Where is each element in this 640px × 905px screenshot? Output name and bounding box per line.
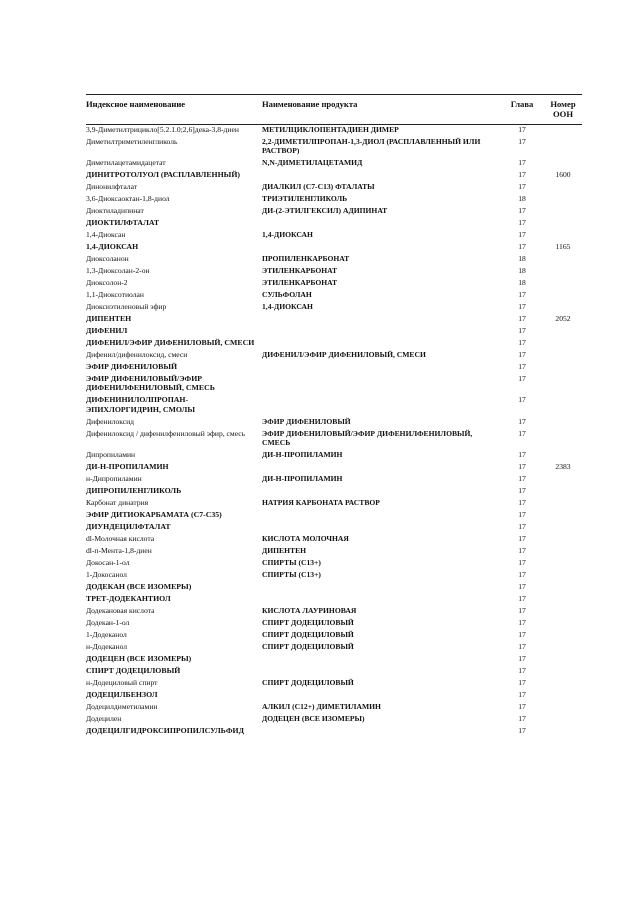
table-row — [86, 229, 582, 241]
cell-index-name: 1,4-ДИОКСАН — [86, 242, 139, 252]
cell-un-number — [544, 277, 582, 289]
cell-product-name: СПИРТЫ (С13+) — [262, 569, 321, 579]
table-row — [86, 193, 582, 205]
cell-product-name: КИСЛОТА МОЛОЧНАЯ — [262, 533, 349, 543]
cell-un-number — [544, 605, 582, 617]
table-row — [86, 241, 582, 253]
table-row — [86, 428, 582, 449]
cell-product-name: 2,2-ДИМЕТИЛПРОПАН-1,3-ДИОЛ (РАСПЛАВЛЕННЫЙ ИЛИ РАСТВОР) — [262, 137, 481, 156]
cell-index-name: dl-Молочная кислота — [86, 533, 155, 543]
table-row — [86, 605, 582, 617]
table-row — [86, 361, 582, 373]
cell-product-name — [262, 394, 500, 415]
cell-chapter: 17 — [518, 665, 526, 675]
cell-index-name: н-Дипропиламин — [86, 473, 142, 483]
cell-un-number — [544, 449, 582, 461]
cell-index-name: СПИРТ ДОДЕЦИЛОВЫЙ — [86, 665, 181, 675]
cell-chapter: 17 — [518, 473, 526, 483]
cell-index-name: Диоктиладипинат — [86, 206, 144, 216]
cell-chapter: 17 — [518, 581, 526, 591]
cell-product-name: ЭФИР ДИФЕНИЛОВЫЙ — [262, 416, 351, 426]
cell-un-number — [544, 713, 582, 725]
cell-index-name: Диметилацетамидацетат — [86, 158, 166, 168]
cell-index-name: 1,3-Диоксолан-2-он — [86, 266, 150, 276]
cell-product-name: ТРИЭТИЛЕНГЛИКОЛЬ — [262, 194, 348, 204]
cell-un-number — [544, 629, 582, 641]
cell-product-name — [262, 593, 500, 605]
cell-index-name: ТРЕТ-ДОДЕКАНТИОЛ — [86, 593, 171, 603]
cell-product-name — [262, 337, 500, 349]
cell-index-name: 1,4-Диоксан — [86, 230, 126, 240]
cell-chapter: 17 — [518, 170, 526, 180]
cell-un-number — [544, 557, 582, 569]
cell-un-number — [544, 545, 582, 557]
cell-product-name: ДИ-Н-ПРОПИЛАМИН — [262, 473, 343, 483]
cell-index-name: ЭФИР ДИФЕНИЛОВЫЙ — [86, 362, 178, 372]
cell-index-name: Динонилфталат — [86, 182, 138, 192]
cell-chapter: 17 — [518, 521, 526, 531]
cell-index-name: 1-Докосанол — [86, 569, 127, 579]
table-row — [86, 593, 582, 605]
cell-chapter: 17 — [518, 617, 526, 627]
cell-chapter: 17 — [518, 137, 526, 146]
cell-chapter: 17 — [518, 206, 526, 216]
cell-index-name: Додекановая кислота — [86, 605, 155, 615]
table-row — [86, 169, 582, 181]
cell-chapter: 17 — [518, 653, 526, 663]
cell-index-name: Додецилдиметиламин — [86, 701, 158, 711]
cell-product-name: МЕТИЛЦИКЛОПЕНТАДИЕН ДИМЕР — [262, 125, 399, 134]
cell-un-number — [544, 473, 582, 485]
cell-index-name: ДИПРОПИЛЕНГЛИКОЛЬ — [86, 485, 182, 495]
cell-chapter: 17 — [518, 593, 526, 603]
cell-un-number — [544, 337, 582, 349]
cell-chapter: 17 — [518, 557, 526, 567]
cell-index-name: ДИФЕНИНИЛОЛПРОПАН-ЭПИХЛОРГИДРИН, СМОЛЫ — [86, 395, 195, 414]
table-row — [86, 725, 582, 737]
cell-index-name: н-Додеканол — [86, 641, 128, 651]
cell-chapter: 17 — [518, 689, 526, 699]
cell-un-number — [544, 157, 582, 169]
cell-un-number: 2383 — [555, 461, 571, 471]
table-row — [86, 217, 582, 229]
cell-un-number — [544, 193, 582, 205]
cell-chapter: 18 — [518, 266, 526, 276]
cell-product-name — [262, 485, 500, 497]
table-row — [86, 136, 582, 157]
table-row — [86, 325, 582, 337]
cell-un-number — [544, 416, 582, 428]
cell-product-name: СПИРТ ДОДЕЦИЛОВЫЙ — [262, 617, 354, 627]
cell-product-name: ЭТИЛЕНКАРБОНАТ — [262, 266, 338, 276]
cell-chapter: 17 — [518, 533, 526, 543]
cell-product-name — [262, 361, 500, 373]
cell-product-name: ДИФЕНИЛ/ЭФИР ДИФЕНИЛОВЫЙ, СМЕСИ — [262, 350, 426, 360]
cell-chapter: 17 — [518, 416, 526, 426]
cell-chapter: 17 — [518, 605, 526, 615]
cell-chapter: 17 — [518, 314, 526, 324]
cell-chapter: 17 — [518, 362, 526, 372]
cell-product-name: ДОДЕЦЕН (ВСЕ ИЗОМЕРЫ) — [262, 713, 365, 723]
table-row — [86, 289, 582, 301]
cell-product-name — [262, 689, 500, 701]
cell-chapter: 17 — [518, 449, 526, 459]
cell-chapter: 17 — [518, 182, 526, 192]
cell-product-name: N,N-ДИМЕТИЛАЦЕТАМИД — [262, 158, 363, 168]
cell-product-name — [262, 665, 500, 677]
table-row — [86, 485, 582, 497]
cell-product-name — [262, 169, 500, 181]
cell-un-number: 2052 — [555, 314, 571, 324]
cell-un-number — [544, 428, 582, 449]
table-row — [86, 337, 582, 349]
cell-product-name: ДИАЛКИЛ (С7-С13) ФТАЛАТЫ — [262, 182, 375, 192]
cell-product-name — [262, 313, 500, 325]
cell-un-number — [544, 124, 582, 136]
table-row — [86, 349, 582, 361]
table-row — [86, 641, 582, 653]
cell-chapter: 17 — [518, 242, 526, 252]
cell-un-number — [544, 485, 582, 497]
table-row — [86, 313, 582, 325]
cell-product-name: СПИРТ ДОДЕЦИЛОВЫЙ — [262, 677, 354, 687]
cell-index-name: ДИФЕНИЛ/ЭФИР ДИФЕНИЛОВЫЙ, СМЕСИ — [86, 338, 255, 348]
cell-un-number — [544, 136, 582, 157]
table-row — [86, 545, 582, 557]
cell-chapter: 17 — [518, 350, 526, 360]
cell-index-name: ДИУНДЕЦИЛФТАЛАТ — [86, 521, 171, 531]
cell-product-name — [262, 521, 500, 533]
cell-chapter: 17 — [518, 545, 526, 555]
cell-un-number — [544, 665, 582, 677]
cell-chapter: 17 — [518, 713, 526, 723]
cell-index-name: 3,9-Диметилтрицикло[5.2.1.0;2,6]дека-3,8-диен — [86, 125, 239, 134]
cell-index-name: Дифенилоксид / дифенилфениловый эфир, смесь — [86, 428, 246, 438]
cell-chapter: 17 — [518, 326, 526, 336]
cell-chapter: 17 — [518, 725, 526, 735]
cell-un-number — [544, 641, 582, 653]
cell-index-name: Дифенилоксид — [86, 416, 135, 426]
table-row — [86, 665, 582, 677]
table-row — [86, 394, 582, 415]
cell-un-number — [544, 205, 582, 217]
cell-un-number — [544, 521, 582, 533]
table-row — [86, 205, 582, 217]
cell-un-number — [544, 301, 582, 313]
table-row — [86, 557, 582, 569]
header-product-name: Наименование продукта — [262, 99, 358, 109]
table-row — [86, 653, 582, 665]
cell-chapter: 17 — [518, 701, 526, 711]
cell-index-name: 3,6-Диоксаоктан-1,8-диол — [86, 194, 170, 204]
cell-chapter: 17 — [518, 461, 526, 471]
cell-product-name: ДИ-(2-ЭТИЛГЕКСИЛ) АДИПИНАТ — [262, 206, 388, 216]
cell-product-name — [262, 653, 500, 665]
cell-index-name: dl-п-Мента-1,8-диен — [86, 545, 152, 555]
header-chapter: Глава — [510, 99, 534, 109]
cell-chapter: 17 — [518, 338, 526, 348]
table-row — [86, 124, 582, 136]
table-row — [86, 509, 582, 521]
cell-un-number — [544, 265, 582, 277]
cell-chapter: 17 — [518, 158, 526, 168]
cell-product-name — [262, 725, 500, 737]
table-row — [86, 277, 582, 289]
cell-product-name — [262, 509, 500, 521]
cell-index-name: ДИНИТРОТОЛУОЛ (РАСПЛАВЛЕННЫЙ) — [86, 170, 240, 180]
cell-un-number — [544, 229, 582, 241]
cell-un-number — [544, 349, 582, 361]
table-row — [86, 449, 582, 461]
header-index-name: Индексное наименование — [86, 99, 186, 109]
cell-chapter: 17 — [518, 485, 526, 495]
cell-product-name: ЭТИЛЕНКАРБОНАТ — [262, 278, 338, 288]
table-row — [86, 416, 582, 428]
table-row — [86, 473, 582, 485]
table-row — [86, 701, 582, 713]
cell-product-name: СПИРТ ДОДЕЦИЛОВЫЙ — [262, 641, 354, 651]
cell-index-name: Карбонат динатрия — [86, 497, 149, 507]
cell-product-name: СПИРТЫ (С13+) — [262, 557, 321, 567]
cell-chapter: 18 — [518, 254, 526, 264]
cell-un-number — [544, 217, 582, 229]
table-row — [86, 373, 582, 394]
cell-product-name: 1,4-ДИОКСАН — [262, 302, 313, 312]
table-row — [86, 521, 582, 533]
cell-product-name: 1,4-ДИОКСАН — [262, 230, 313, 240]
cell-product-name: ДИ-Н-ПРОПИЛАМИН — [262, 449, 343, 459]
cell-index-name: Дипропиламин — [86, 449, 136, 459]
table-row — [86, 157, 582, 169]
table-row — [86, 581, 582, 593]
cell-un-number — [544, 677, 582, 689]
cell-chapter: 17 — [518, 677, 526, 687]
cell-chapter: 17 — [518, 302, 526, 312]
table-row — [86, 181, 582, 193]
cell-product-name — [262, 581, 500, 593]
table-row — [86, 617, 582, 629]
cell-index-name: 1-Додеканол — [86, 629, 127, 639]
cell-un-number — [544, 593, 582, 605]
cell-un-number — [544, 569, 582, 581]
cell-chapter: 17 — [518, 374, 526, 384]
cell-product-name: ДИПЕНТЕН — [262, 545, 307, 555]
cell-chapter: 17 — [518, 509, 526, 519]
cell-un-number — [544, 653, 582, 665]
cell-un-number — [544, 581, 582, 593]
cell-index-name: Диоксоланон — [86, 254, 129, 264]
cell-product-name: НАТРИЯ КАРБОНАТА РАСТВОР — [262, 497, 380, 507]
cell-un-number — [544, 497, 582, 509]
table-row — [86, 265, 582, 277]
table-header — [86, 96, 582, 124]
cell-chapter: 17 — [518, 428, 526, 438]
table-row — [86, 677, 582, 689]
cell-index-name: Докосан-1-ол — [86, 557, 130, 567]
cell-un-number — [544, 373, 582, 394]
cell-index-name: ДОДЕЦЕН (ВСЕ ИЗОМЕРЫ) — [86, 653, 192, 663]
cell-un-number — [544, 361, 582, 373]
table-body — [86, 124, 582, 737]
cell-chapter: 17 — [518, 218, 526, 228]
cell-index-name: ДИ-Н-ПРОПИЛАМИН — [86, 461, 169, 471]
cell-index-name: Дифенил/дифенилоксид, смеси — [86, 350, 188, 360]
cell-un-number — [544, 533, 582, 545]
cell-index-name: Диоксолон-2 — [86, 278, 128, 288]
cell-un-number — [544, 181, 582, 193]
cell-product-name: СПИРТ ДОДЕЦИЛОВЫЙ — [262, 629, 354, 639]
cell-index-name: 1,1-Диоксотиолан — [86, 290, 144, 300]
cell-product-name: ПРОПИЛЕНКАРБОНАТ — [262, 254, 350, 264]
table-row — [86, 301, 582, 313]
cell-un-number — [544, 289, 582, 301]
cell-un-number — [544, 689, 582, 701]
cell-un-number — [544, 701, 582, 713]
cell-un-number — [544, 509, 582, 521]
cell-un-number — [544, 617, 582, 629]
table-row — [86, 533, 582, 545]
cell-un-number — [544, 325, 582, 337]
table-row — [86, 629, 582, 641]
cell-index-name: Додецилен — [86, 713, 122, 723]
cell-chapter: 18 — [518, 278, 526, 288]
cell-un-number — [544, 725, 582, 737]
cell-chapter: 17 — [518, 497, 526, 507]
cell-chapter: 17 — [518, 395, 526, 405]
cell-chapter: 17 — [518, 641, 526, 651]
table-row — [86, 461, 582, 473]
cell-product-name — [262, 461, 500, 473]
cell-product-name — [262, 241, 500, 253]
cell-product-name — [262, 373, 500, 394]
table-row — [86, 497, 582, 509]
table-row — [86, 253, 582, 265]
cell-un-number — [544, 394, 582, 415]
cell-chapter: 17 — [518, 569, 526, 579]
cell-chapter: 18 — [518, 194, 526, 204]
cell-chapter: 17 — [518, 629, 526, 639]
header-un-number: Номер ООН — [550, 99, 576, 119]
cell-chapter: 17 — [518, 230, 526, 240]
cell-chapter: 17 — [518, 125, 526, 134]
cell-index-name: ДОДЕКАН (ВСЕ ИЗОМЕРЫ) — [86, 581, 192, 591]
cell-product-name: ЭФИР ДИФЕНИЛОВЫЙ/ЭФИР ДИФЕНИЛФЕНИЛОВЫЙ, СМЕСЬ — [262, 428, 473, 447]
table-row — [86, 689, 582, 701]
cell-index-name: ДИПЕНТЕН — [86, 314, 132, 324]
cell-index-name: ЭФИР ДИТИОКАРБАМАТА (С7-С35) — [86, 509, 222, 519]
cell-chapter: 17 — [518, 290, 526, 300]
cell-product-name: СУЛЬФОЛАН — [262, 290, 312, 300]
cell-un-number: 1165 — [555, 242, 571, 252]
cell-index-name: Диметилтриметиленгликоль — [86, 137, 178, 146]
cell-index-name: ДОДЕЦИЛГИДРОКСИПРОПИЛСУЛЬФИД — [86, 725, 244, 735]
cell-un-number — [544, 253, 582, 265]
cell-index-name: Диоксиэтиленовый эфир — [86, 302, 167, 312]
cell-index-name: Додекан-1-ол — [86, 617, 130, 627]
table-row — [86, 713, 582, 725]
table-top-rule — [86, 94, 582, 95]
cell-index-name: ДИОКТИЛФТАЛАТ — [86, 218, 160, 228]
table-row — [86, 569, 582, 581]
cell-product-name — [262, 325, 500, 337]
cell-product-name — [262, 217, 500, 229]
cell-product-name: КИСЛОТА ЛАУРИНОВАЯ — [262, 605, 357, 615]
substance-index-table — [86, 96, 582, 737]
cell-product-name: АЛКИЛ (С12+) ДИМЕТИЛАМИН — [262, 701, 381, 711]
cell-index-name: ЭФИР ДИФЕНИЛОВЫЙ/ЭФИР ДИФЕНИЛФЕНИЛОВЫЙ, СМЕСЬ — [86, 374, 215, 393]
cell-un-number: 1600 — [555, 170, 571, 180]
cell-index-name: ДОДЕЦИЛБЕНЗОЛ — [86, 689, 158, 699]
cell-index-name: н-Додециловый спирт — [86, 677, 158, 687]
cell-index-name: ДИФЕНИЛ — [86, 326, 128, 336]
